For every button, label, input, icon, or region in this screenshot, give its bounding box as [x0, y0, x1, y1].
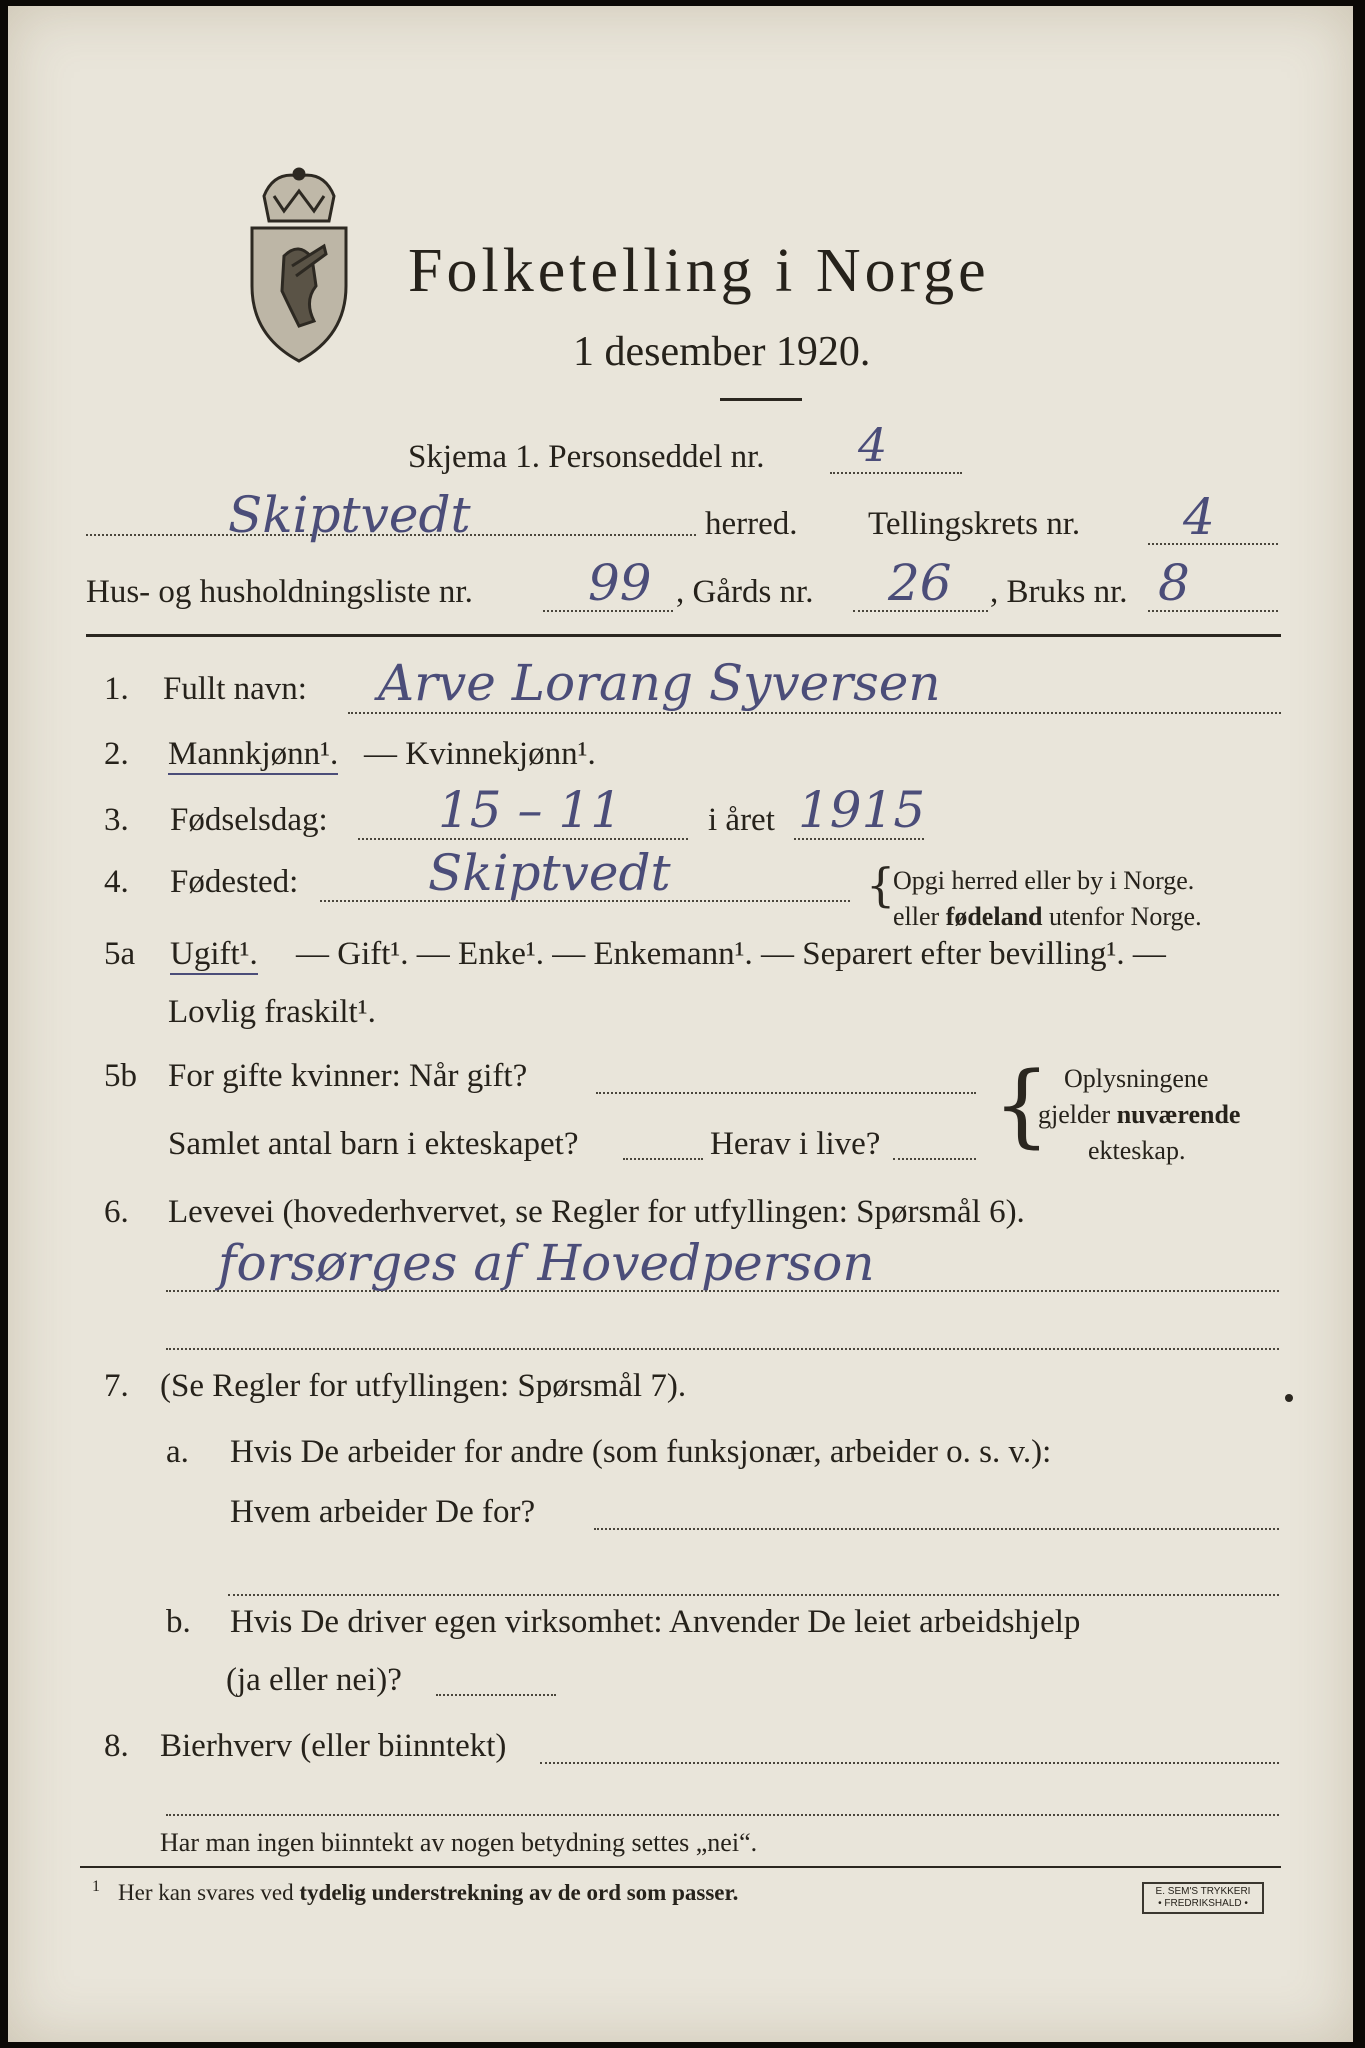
q2-kvinnekjonn[interactable]: — Kvinnekjønn¹.	[364, 736, 596, 772]
q1-number: 1.	[104, 671, 129, 707]
q5b-alive-line	[893, 1158, 976, 1160]
schema-label: Skjema 1. Personseddel nr.	[408, 439, 765, 475]
census-date: 1 desember 1920.	[573, 329, 871, 375]
q7b-line1: Hvis De driver egen virksomhet: Anvender De leiet arbeidshjelp	[230, 1604, 1081, 1640]
q7a-answer-line	[594, 1528, 1279, 1530]
hus-value[interactable]: 99	[588, 554, 652, 612]
q5b-when-married: For gifte kvinner: Når gift?	[168, 1058, 528, 1094]
q7a-line1: Hvis De arbeider for andre (som funksjonær, arbeider o. s. v.):	[230, 1434, 1052, 1470]
q7b-answer-line	[436, 1694, 556, 1696]
gards-value[interactable]: 26	[888, 554, 952, 612]
q6-label: Levevei (hovederhvervet, se Regler for utfyllingen: Spørsmål 6).	[168, 1194, 1025, 1230]
q3-label: Fødselsdag:	[170, 802, 328, 838]
q2-number: 2.	[104, 736, 129, 772]
q5b-alive-label: Herav i live?	[710, 1126, 881, 1162]
q4-note-line2: eller fødeland utenfor Norge.	[893, 902, 1202, 931]
bruks-label: , Bruks nr.	[990, 574, 1128, 610]
q5b-note-line1: Oplysningene	[1064, 1064, 1209, 1093]
q5a-number: 5a	[104, 936, 136, 972]
norwegian-coat-of-arms-icon	[244, 166, 354, 366]
q4-brace: {	[866, 858, 896, 912]
q8-number: 8.	[104, 1728, 129, 1764]
note-nei: Har man ingen biinntekt av nogen betydning settes „nei“.	[160, 1828, 758, 1857]
q5b-children-line	[623, 1158, 703, 1160]
q7a-number: a.	[166, 1434, 189, 1470]
q8-line1	[540, 1762, 1279, 1764]
q1-line	[348, 712, 1281, 714]
q4-label: Fødested:	[170, 864, 299, 900]
q7b-number: b.	[166, 1604, 191, 1640]
q5b-brace: {	[993, 1053, 1051, 1158]
q4-note-line1: Opgi herred eller by i Norge.	[893, 866, 1195, 895]
birth-year-value[interactable]: 1915	[798, 781, 926, 839]
footnote-rule	[80, 1866, 1281, 1868]
hus-label: Hus- og husholdningsliste nr.	[86, 574, 473, 610]
q2-mannkjonn[interactable]: Mannkjønn¹.	[168, 736, 338, 775]
q7a-line2: Hvem arbeider De for?	[230, 1494, 536, 1530]
tellingskrets-label: Tellingskrets nr.	[868, 506, 1081, 542]
schema-number-value[interactable]: 4	[858, 418, 888, 472]
q4-number: 4.	[104, 864, 129, 900]
ink-dot	[1285, 1394, 1293, 1402]
herred-label: herred.	[705, 506, 798, 542]
q6-line2	[166, 1348, 1279, 1350]
form-title: Folketelling i Norge	[408, 237, 990, 305]
occupation-value[interactable]: forsørges af Hovedperson	[218, 1234, 875, 1292]
tellingskrets-value[interactable]: 4	[1183, 488, 1215, 546]
q7-number: 7.	[104, 1368, 129, 1404]
footnote-mark: 1	[92, 1878, 100, 1895]
bruks-value[interactable]: 8	[1158, 554, 1190, 612]
q5b-number: 5b	[104, 1058, 137, 1094]
q3-year-label: i året	[708, 802, 775, 838]
footnote-text: Her kan svares ved tydelig understrekning av de ord som passer.	[118, 1880, 739, 1905]
q1-label: Fullt navn:	[163, 671, 307, 707]
census-form-sheet	[8, 6, 1353, 2042]
birth-date-value[interactable]: 15 – 11	[438, 781, 623, 839]
q5b-children-label: Samlet antal barn i ekteskapet?	[168, 1126, 579, 1162]
printer-stamp: E. SEM'S TRYKKERI • FREDRIKSHALD •	[1142, 1882, 1264, 1914]
schema-number-line	[830, 472, 962, 474]
header-rule	[86, 634, 1281, 637]
herred-value[interactable]: Skiptvedt	[228, 486, 471, 544]
gards-label: , Gårds nr.	[676, 574, 814, 610]
q7b-line2: (ja eller nei)?	[226, 1662, 402, 1698]
q7a-answer-line2	[228, 1594, 1279, 1596]
q6-number: 6.	[104, 1194, 129, 1230]
title-divider	[720, 398, 802, 401]
birthplace-value[interactable]: Skiptvedt	[428, 844, 671, 902]
q5a-ugift[interactable]: Ugift¹.	[170, 936, 258, 975]
q3-number: 3.	[104, 802, 129, 838]
q7-label: (Se Regler for utfyllingen: Spørsmål 7).	[160, 1368, 687, 1404]
q8-label: Bierhverv (eller biinntekt)	[160, 1728, 507, 1764]
q8-line2	[166, 1814, 1279, 1816]
q5b-note-line3: ekteskap.	[1088, 1136, 1186, 1165]
q5b-when-line	[596, 1092, 976, 1094]
q5b-note-line2: gjelder nuværende	[1038, 1100, 1241, 1129]
q5a-lovlig-fraskilt[interactable]: Lovlig fraskilt¹.	[168, 994, 376, 1030]
q5a-options[interactable]: — Gift¹. — Enke¹. — Enkemann¹. — Separert efter bevilling¹. —	[296, 936, 1166, 972]
full-name-value[interactable]: Arve Lorang Syversen	[378, 654, 941, 712]
